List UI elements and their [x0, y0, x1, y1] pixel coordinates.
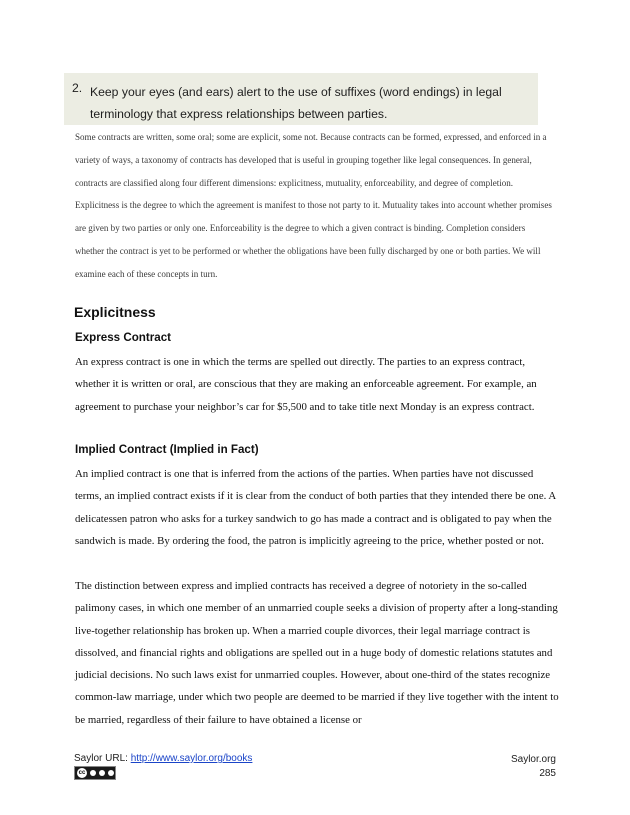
saylor-books-link[interactable]: http://www.saylor.org/books	[130, 753, 253, 764]
callout-text: Keep your eyes (and ears) alert to the use of suffixes (word endings) in legal terminology that express relationships between parties.	[90, 85, 502, 121]
callout-number: 2.	[72, 81, 83, 95]
intro-paragraph: Some contracts are written, some oral; some are explicit, some not. Because contracts can be formed, expressed, and enforced in a variety of ways, a taxonomy of contracts has developed that is useful in grouping together like legal consequences. In general, contracts are classified along four different dimensions: explicitness, mutuality, enforceability, and degree of completion. Explicitness is the degree to which the agreement is manifest to those not party to it. Mutuality takes into account whether promises are given by two parties or only one. Enforceability is the degree to which a given contract is binding. Completion considers whether the contract is yet to be performed or whether the obligations have been fully discharged by one or both parties. We will examine each of these concepts in turn.	[75, 132, 552, 279]
footer-page-info	[511, 753, 556, 781]
creative-commons-license-badge[interactable]	[74, 766, 116, 780]
footer-site: Saylor.org	[510, 754, 556, 765]
footer-url-label: Saylor URL:	[74, 753, 131, 764]
implied-contract-heading: Implied Contract (Implied in Fact)	[75, 443, 259, 456]
page-number: 285	[539, 768, 556, 779]
implied-contract-paragraph: An implied contract is one that is inferred from the actions of the parties. When parties have not discussed terms, an implied contract exists if it is clear from the conduct of both parties that they intended there be one. A delicatessen patron who asks for a turkey sandwich to go has made a contract and is obligated to pay when the sandwich is made. By ordering the food, the patron is implicitly agreeing to the price, whether posted or not.	[75, 468, 556, 547]
section-heading: Explicitness	[74, 304, 156, 320]
footer-source	[74, 753, 252, 764]
express-contract-paragraph: An express contract is one in which the terms are spelled out directly. The parties to an express contract, whether it is written or oral, are conscious that they are making an enforceable agreement. For example, an agreement to purchase your neighbor’s car for $5,500 and to take title next Monday is an express contract.	[75, 356, 537, 413]
by-icon	[90, 770, 96, 776]
sa-icon	[108, 770, 114, 776]
cc-icon: cc	[78, 770, 86, 776]
express-contract-heading: Express Contract	[75, 331, 172, 344]
nc-icon	[99, 770, 105, 776]
learning-objective-callout	[64, 73, 538, 125]
palimony-paragraph: The distinction between express and implied contracts has received a degree of notoriety in the so-called palimony cases, in which one member of an unmarried couple seeks a division of property after a long-standing live-together relationship has broken up. When a married couple divorces, their legal marriage contract is dissolved, and financial rights and obligations are spelled out in a huge body of domestic relations statutes and judicial decisions. No such laws exist for unmarried couples. However, about one-third of the states recognize common-law marriage, under which two people are deemed to be married if they live together with the intent to be married, regardless of their failure to have obtained a license or	[75, 580, 559, 726]
